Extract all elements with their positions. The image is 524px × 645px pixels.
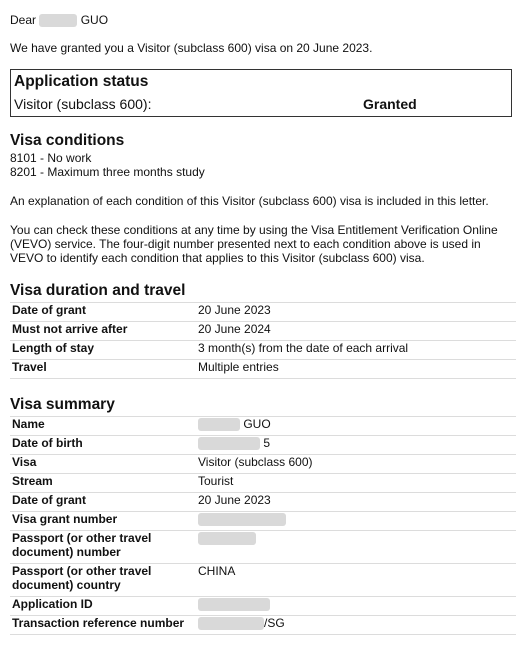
condition-item: 8101 - No work [10,151,92,165]
row-value-wrapper [198,531,516,564]
visa-duration-title: Visa duration and travel [10,282,186,299]
redacted-birth-date [198,437,260,450]
table-row [10,512,516,531]
row-label: Passport (or other travel document) number [10,531,198,564]
table-row [10,531,516,564]
visa-duration-table [10,302,516,379]
table-row [10,417,516,436]
row-label: Visa grant number [10,512,198,531]
vevo-text-line: VEVO to identify each condition that applies to this Visitor (subclass 600) visa. [10,251,425,265]
explanation-text: An explanation of each condition of this Visitor (subclass 600) visa is included in this letter. [10,194,489,208]
row-value: Tourist [198,474,516,493]
redacted-transaction-reference [198,617,264,630]
table-row [10,322,516,341]
vevo-text-line: You can check these conditions at any time by using the Visa Entitlement Verification Online [10,223,498,237]
redacted-passport-number [198,532,256,545]
table-row [10,597,516,616]
row-value: Multiple entries [198,360,516,379]
visa-summary-title: Visa summary [10,396,115,413]
vevo-text-line: (VEVO) service. The four-digit number presented next to each condition above is used in [10,237,481,251]
intro-text: We have granted you a Visitor (subclass 600) visa on 20 June 2023. [10,41,373,55]
redacted-application-id [198,598,270,611]
application-status-title: Application status [14,73,149,90]
row-value: 20 June 2023 [198,303,516,322]
redacted-given-name [198,418,240,431]
row-value-wrapper [198,597,516,616]
row-value-wrapper [198,436,516,455]
row-label: Length of stay [10,341,198,360]
row-value-wrapper [198,417,516,436]
row-value-wrapper [198,616,516,635]
row-value: 20 June 2023 [198,493,516,512]
table-row [10,303,516,322]
table-row [10,360,516,379]
row-value: Visitor (subclass 600) [198,455,516,474]
row-label: Transaction reference number [10,616,198,635]
row-value: CHINA [198,564,516,597]
application-status-label: Visitor (subclass 600): [14,96,152,112]
visa-conditions-title: Visa conditions [10,132,125,149]
row-label: Stream [10,474,198,493]
table-row [10,341,516,360]
row-label: Travel [10,360,198,379]
table-row [10,474,516,493]
row-label: Visa [10,455,198,474]
row-value: GUO [243,417,271,431]
table-row [10,564,516,597]
redacted-grant-number [198,513,286,526]
row-label: Date of grant [10,493,198,512]
condition-item: 8201 - Maximum three months study [10,165,205,179]
row-label: Date of birth [10,436,198,455]
table-row [10,436,516,455]
row-label: Must not arrive after [10,322,198,341]
row-value-wrapper [198,512,516,531]
greeting-dear: Dear [10,13,37,27]
application-status-box [10,69,512,117]
table-row [10,616,516,635]
greeting [10,13,108,27]
row-label: Name [10,417,198,436]
table-row [10,455,516,474]
row-value: 5 [263,436,271,450]
row-value: 3 month(s) from the date of each arrival [198,341,516,360]
table-row [10,493,516,512]
row-label: Passport (or other travel document) country [10,564,198,597]
redacted-given-name [39,14,77,27]
row-value: /SG [264,616,285,630]
visa-summary-table [10,416,516,635]
greeting-surname: GUO [80,13,109,27]
row-label: Date of grant [10,303,198,322]
application-status-value: Granted [363,96,417,112]
row-label: Application ID [10,597,198,616]
row-value: 20 June 2024 [198,322,516,341]
